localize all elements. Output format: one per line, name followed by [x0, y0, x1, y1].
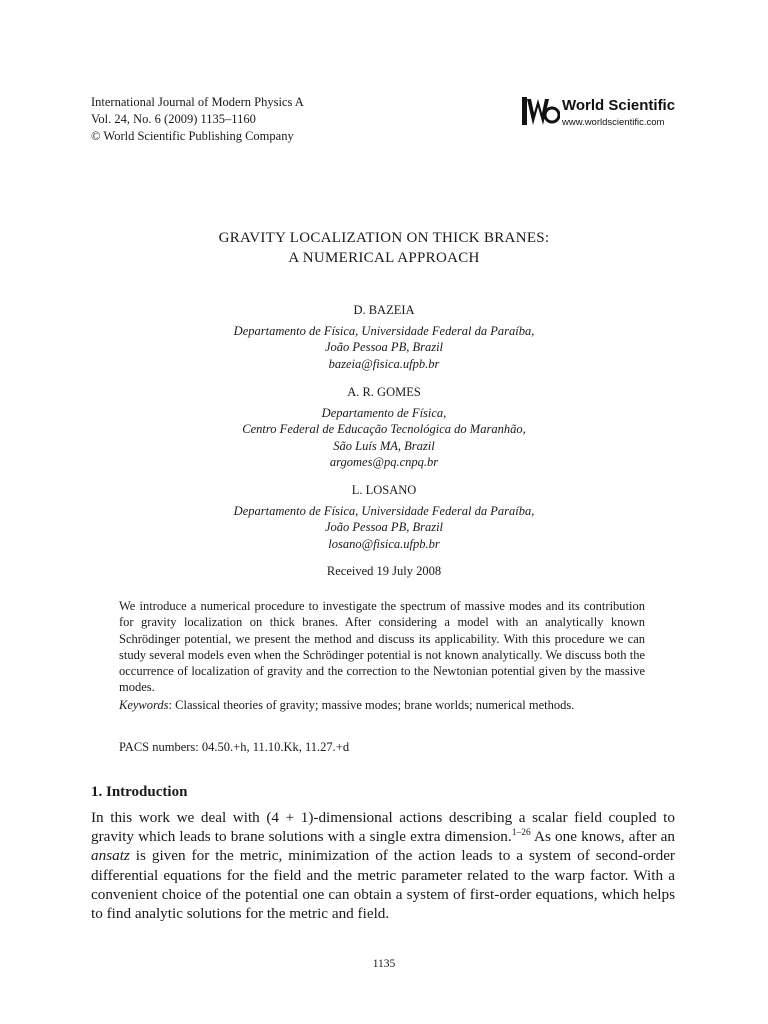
author-affiliation: Departamento de Física, [321, 405, 447, 420]
author-email: bazeia@fisica.ufpb.br [328, 356, 440, 371]
intro-paragraph [91, 808, 675, 923]
author-email: argomes@pq.cnpq.br [329, 455, 439, 469]
author-affiliation: Departamento de Física, Universidade Federal da Paraíba, [233, 503, 535, 518]
paper-title [0, 228, 768, 268]
section-heading: 1. Introduction [91, 784, 188, 800]
journal-volume: Vol. 24, No. 6 (2009) 1135–1160 [91, 112, 256, 126]
author-block-gomes [0, 384, 768, 471]
author-name: A. R. GOMES [347, 385, 421, 399]
page-number: 1135 [372, 958, 396, 970]
title-line-1: GRAVITY LOCALIZATION ON THICK BRANES: [218, 230, 550, 246]
author-affiliation: São Luís MA, Brazil [333, 438, 435, 453]
author-name: L. LOSANO [351, 483, 417, 497]
pacs-numbers: PACS numbers: 04.50.+h, 11.10.Kk, 11.27.+d [119, 740, 350, 754]
intro-text: As one knows, after an [530, 828, 676, 846]
author-affiliation: Centro Federal de Educação Tecnológica do Maranhão, [242, 422, 526, 436]
logo-name: World Scientific [562, 97, 676, 114]
abstract: We introduce a numerical procedure to investigate the spectrum of massive modes and its contribution for gravity localization on thick branes. After considering a model with an analytically known Schrödinger potential, we present the method and discuss its applicability. With this procedure we can study several models even when the Schrödinger potential is not known analytically. We discuss both the occurrence of localization of gravity and the correction to the Newtonian potential given by the massive modes. [119, 599, 645, 695]
author-block-losano [0, 482, 768, 552]
journal-name: International Journal of Modern Physics A [91, 95, 304, 109]
intro-text: In this work we deal with (4 + 1)-dimensional actions describing a scalar field coupled to gravity which leads to brane solutions with a single extra dimension. [91, 809, 675, 846]
publisher-logo [522, 95, 682, 131]
keywords-text: : Classical theories of gravity; massive modes; brane worlds; numerical methods. [168, 698, 575, 712]
author-affiliation: João Pessoa PB, Brazil [324, 340, 444, 354]
author-name: D. BAZEIA [353, 303, 415, 317]
author-email: losano@fisica.ufpb.br [328, 536, 440, 551]
title-line-2: A NUMERICAL APPROACH [288, 250, 480, 266]
keywords [119, 697, 645, 713]
received-date: Received 19 July 2008 [326, 564, 442, 578]
journal-copyright: © World Scientific Publishing Company [91, 129, 294, 143]
keywords-label: Keywords [119, 698, 169, 712]
journal-info [91, 94, 304, 145]
author-block-bazeia [0, 302, 768, 372]
world-scientific-logo-icon [522, 95, 560, 129]
logo-url: www.worldscientific.com [562, 117, 665, 128]
intro-text: is given for the metric, minimization of the action leads to a system of second-order differential equations for the field and the metric parameter related to the warp factor. With a convenient choice of the potential one can obtain a system of first-order equations, which helps to find analytic solutions for the metric and field. [91, 847, 675, 923]
author-affiliation: João Pessoa PB, Brazil [324, 520, 444, 534]
citation-ref[interactable]: 1–26 [511, 828, 531, 839]
intro-italic: ansatz [91, 847, 130, 865]
author-affiliation: Departamento de Física, Universidade Federal da Paraíba, [233, 323, 535, 338]
